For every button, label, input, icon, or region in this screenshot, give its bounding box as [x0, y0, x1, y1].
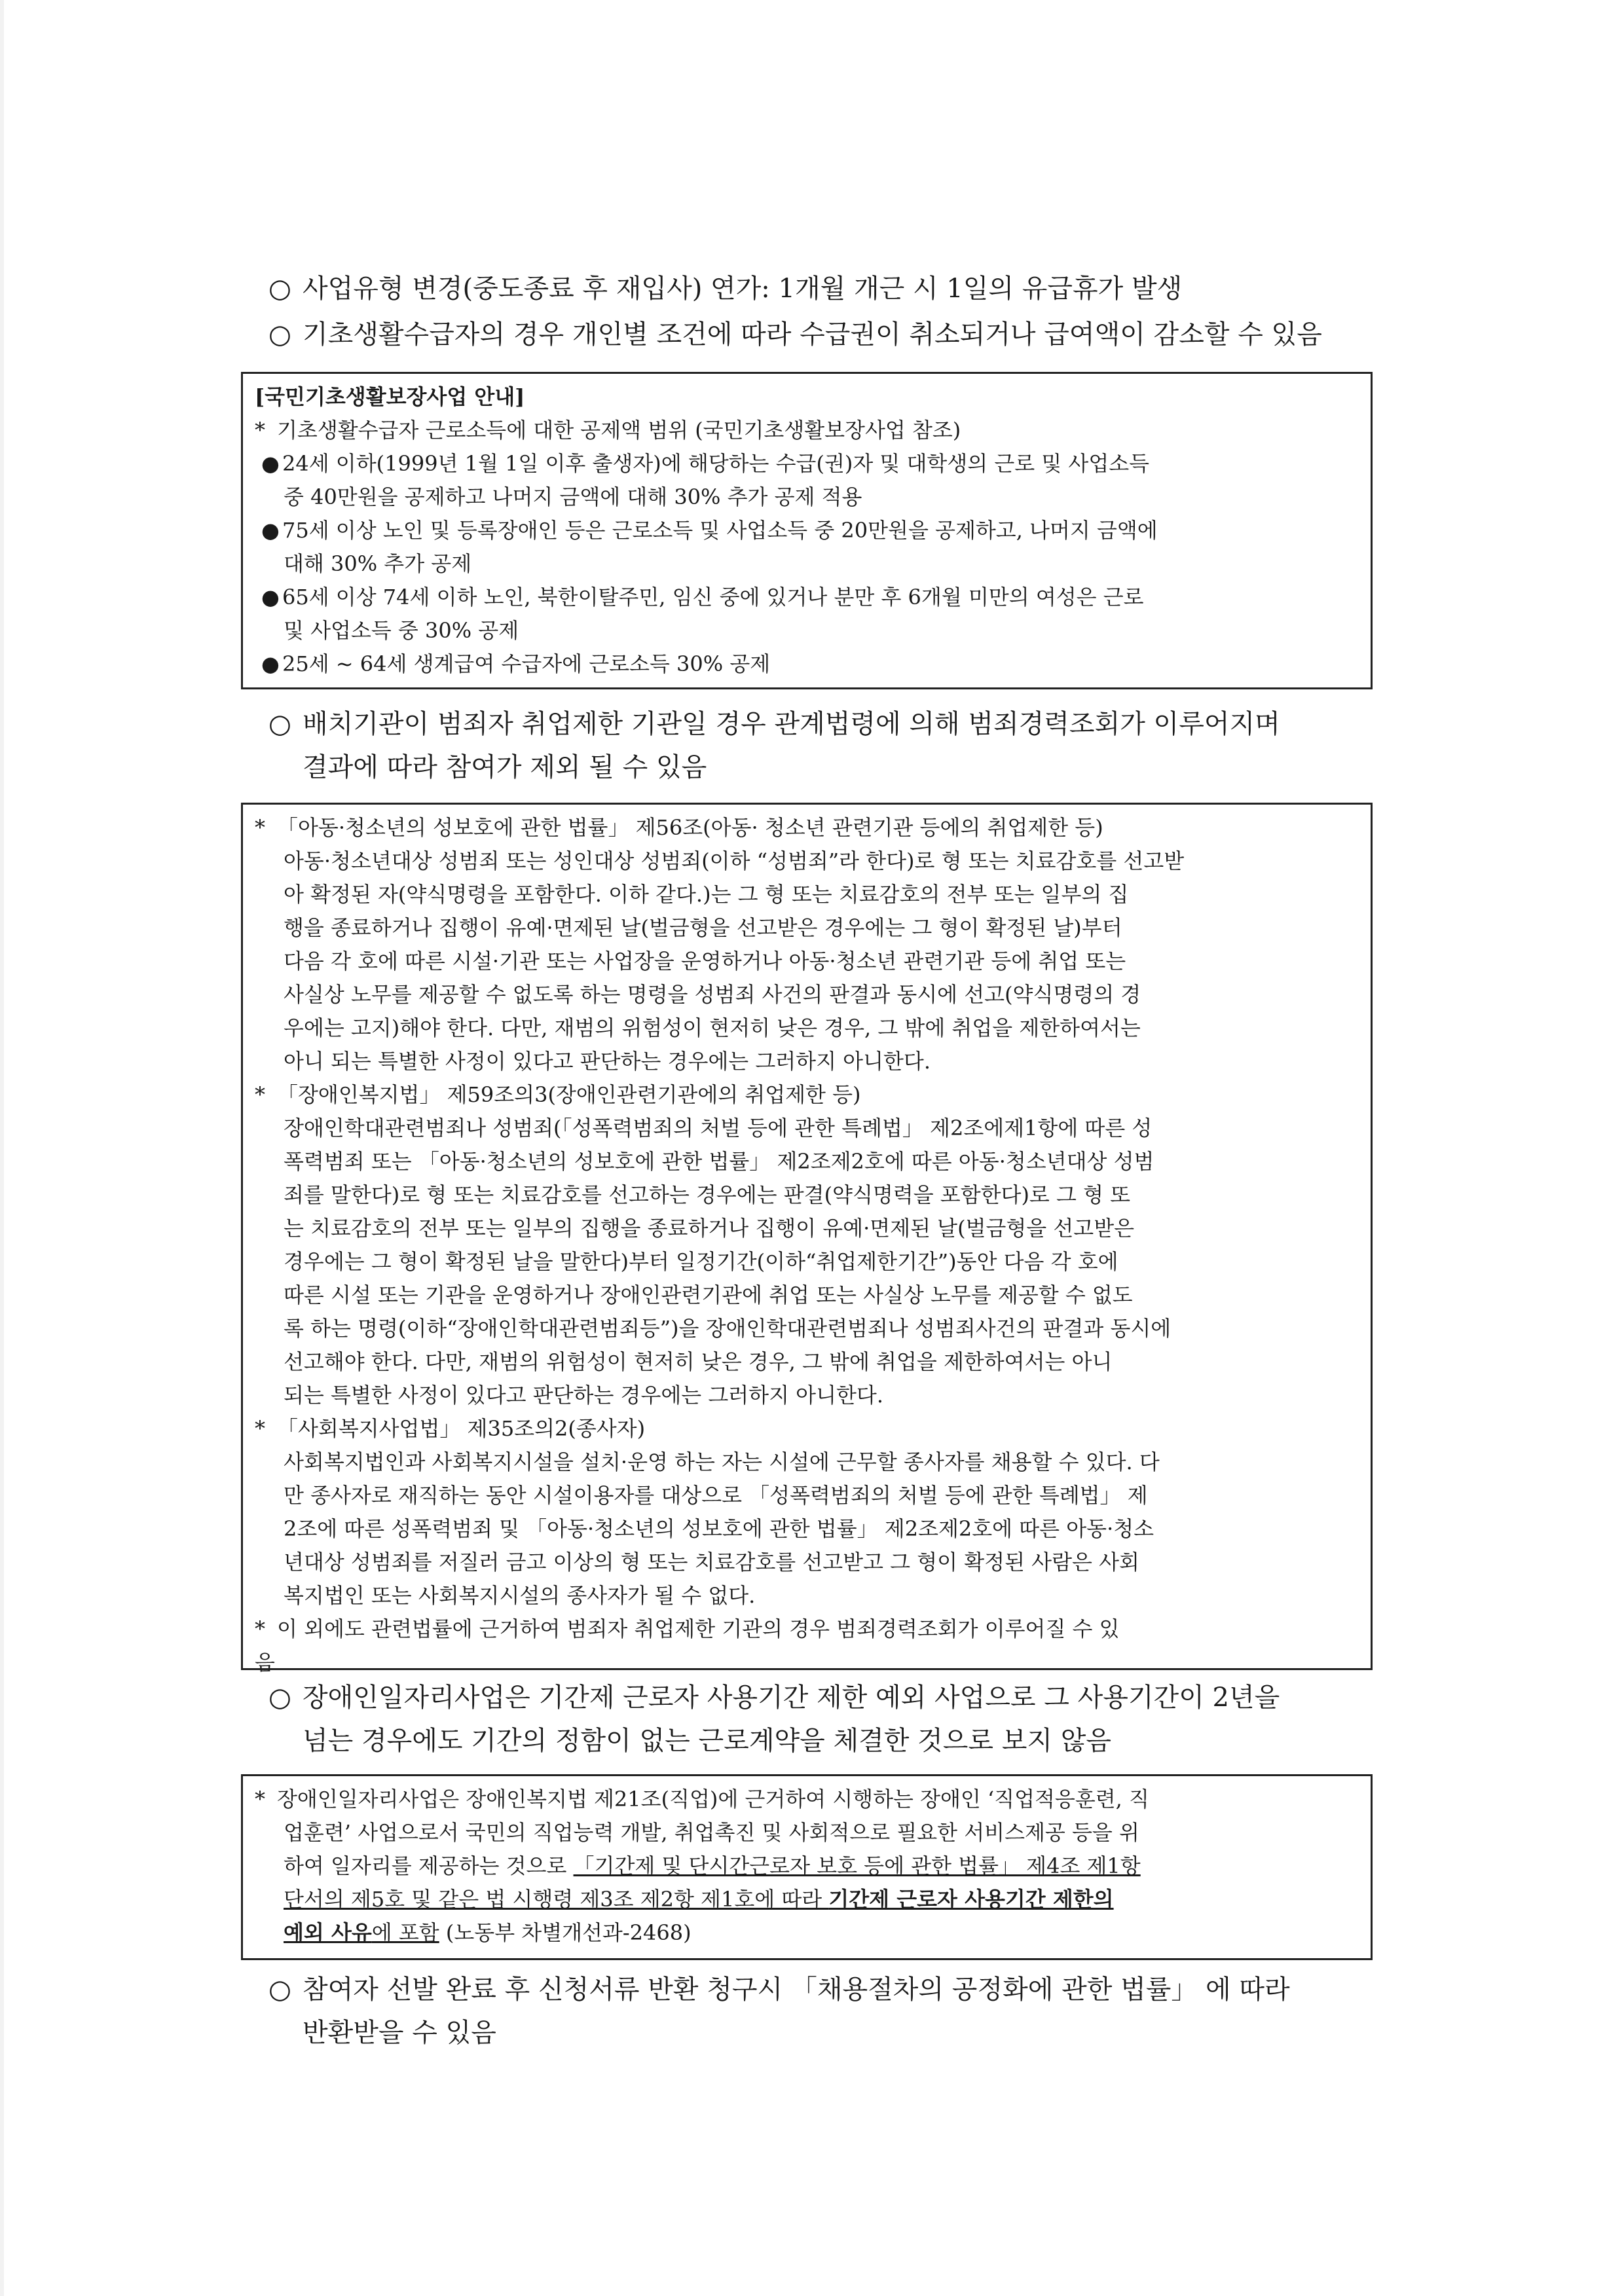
list-item: ● 65세 이상 74세 이하 노인, 북한이탈주민, 임신 중에 있거나 분만 후 6개월 미만의 여성은 근로: [255, 581, 1361, 614]
paragraph-line: ○ 배치기관이 범죄자 취업제한 기관일 경우 관계법령에 의해 범죄경력조회가 이루어지며: [268, 702, 1280, 746]
box-line: * 장애인일자리사업은 장애인복지법 제21조(직업)에 근거하여 시행하는 장애인 ‘직업적응훈련, 직: [255, 1783, 1361, 1816]
section-line: 다음 각 호에 따른 시설·기관 또는 사업장을 운영하거나 아동·청소년 관련기관 등에 취업 또는: [284, 949, 1126, 974]
list-item: ● 75세 이상 노인 및 등록장애인 등은 근로소득 및 사업소득 중 20만원을 공제하고, 나머지 금액에: [255, 514, 1361, 547]
circle-bullet-icon: ○: [268, 709, 291, 739]
asterisk-icon: *: [255, 418, 265, 443]
info-box-disability-job-program: [241, 1774, 1373, 1960]
list-item: ● 24세 이하(1999년 1월 1일 이후 출생자)에 해당하는 수급(권)자 및 대학생의 근로 및 사업소득: [255, 447, 1361, 481]
asterisk-icon: *: [255, 815, 265, 840]
section-heading: * 「아동·청소년의 성보호에 관한 법률」 제56조(아동· 청소년 관련기관 등에의 취업제한 등): [255, 811, 1361, 845]
paragraph-criminal-check: [268, 702, 1280, 789]
box-line: 예외 사유에 포함 (노동부 차별개선과-2468): [284, 1920, 692, 1945]
info-box-livelihood: [241, 372, 1373, 689]
section-line: 장애인학대관련범죄나 성범죄(「성폭력범죄의 처벌 등에 관한 특례법」 제2조에제1항에 따른 성: [284, 1116, 1153, 1140]
section-line: 사실상 노무를 제공할 수 없도록 하는 명령을 성범죄 사건의 판결과 동시에 선고(약식명령의 경: [284, 982, 1141, 1007]
section-line: 선고해야 한다. 다만, 재범의 위험성이 현저히 낮은 경우, 그 밖에 취업을 제한하여서는 아니: [284, 1349, 1113, 1374]
box-line: 업훈련’ 사업으로서 국민의 직업능력 개발, 취업촉진 및 사회적으로 필요한 서비스제공 등을 위: [284, 1820, 1139, 1845]
box-intro: * 기초생활수급자 근로소득에 대한 공제액 범위 (국민기초생활보장사업 참조): [255, 414, 1361, 447]
paragraph-document-return: [268, 1968, 1290, 2054]
asterisk-icon: *: [255, 1787, 265, 1812]
box-line: 단서의 제5호 및 같은 법 시행령 제3조 제2항 제1호에 따라 기간제 근로자 사용기간 제한의: [284, 1887, 1114, 1912]
underlined-law-reference: 「기간제 및 단시간근로자 보호 등에 관한 법률」 제4조 제1항: [573, 1853, 1141, 1878]
section-line: 록 하는 명령(이하“장애인학대관련범죄등”)을 장애인학대관련범죄나 성범죄사건의 판결과 동시에: [284, 1316, 1172, 1341]
bullet-dot-icon: ●: [261, 451, 280, 476]
bullet-dot-icon: ●: [261, 651, 280, 676]
section-line: 폭력범죄 또는 「아동·청소년의 성보호에 관한 법률」 제2조제2호에 따른 아동·청소년대상 성범: [284, 1149, 1154, 1174]
paragraph-fixed-term-exception: [268, 1676, 1280, 1762]
circle-bullet-icon: ○: [268, 1975, 291, 2005]
box-footer-continuation: 음: [255, 1650, 275, 1675]
paragraph-line: ○ 기초생활수급자의 경우 개인별 조건에 따라 수급권이 취소되거나 급여액이 감소할 수 있음: [268, 313, 1322, 356]
list-item-continuation: 대해 30% 추가 공제: [284, 551, 472, 576]
list-item-continuation: 중 40만원을 공제하고 나머지 금액에 대해 30% 추가 공제 적용: [284, 484, 862, 509]
paragraph-line: 결과에 따라 참여가 제외 될 수 있음: [303, 752, 707, 782]
section-line: 아 확정된 자(약식명령을 포함한다. 이하 같다.)는 그 형 또는 치료감호의 전부 또는 일부의 집: [284, 882, 1129, 907]
circle-bullet-icon: ○: [268, 274, 291, 304]
section-line: 우에는 고지)해야 한다. 다만, 재범의 위험성이 현저히 낮은 경우, 그 밖에 취업을 제한하여서는: [284, 1015, 1141, 1040]
asterisk-icon: *: [255, 1082, 265, 1107]
section-heading: * 「장애인복지법」 제59조의3(장애인관련기관에의 취업제한 등): [255, 1078, 1361, 1112]
section-line: 되는 특별한 사정이 있다고 판단하는 경우에는 그러하지 아니한다.: [284, 1383, 884, 1408]
paragraph-line: 반환받을 수 있음: [303, 2018, 496, 2048]
section-line: 경우에는 그 형이 확정된 날을 말한다)부터 일정기간(이하“취업제한기간”)동안 다음 각 호에: [284, 1249, 1118, 1274]
circle-bullet-icon: ○: [268, 1683, 291, 1713]
section-line: 아니 되는 특별한 사정이 있다고 판단하는 경우에는 그러하지 아니한다.: [284, 1049, 931, 1074]
section-line: 만 종사자로 재직하는 동안 시설이용자를 대상으로 「성폭력범죄의 처벌 등에 관한 특례법」 제: [284, 1483, 1148, 1508]
paragraph-vacation: [268, 267, 1182, 310]
section-line: 아동·청소년대상 성범죄 또는 성인대상 성범죄(이하 “성범죄”라 한다)로 형 또는 치료감호를 선고받: [284, 848, 1185, 873]
bullet-dot-icon: ●: [261, 585, 280, 610]
section-line: 년대상 성범죄를 저질러 금고 이상의 형 또는 치료감호를 선고받고 그 형이 확정된 사람은 사회: [284, 1550, 1139, 1575]
asterisk-icon: *: [255, 1416, 265, 1441]
asterisk-icon: *: [255, 1616, 265, 1641]
section-line: 2조에 따른 성폭력범죄 및 「아동·청소년의 성보호에 관한 법률」 제2조제2호에 따른 아동·청소: [284, 1516, 1154, 1541]
bold-exception-text: 기간제 근로자 사용기간 제한의: [828, 1887, 1114, 1912]
info-box-employment-restriction: [241, 803, 1373, 1675]
list-item: ● 25세 ~ 64세 생계급여 수급자에 근로소득 30% 공제: [255, 647, 1361, 681]
section-line: 복지법인 또는 사회복지시설의 종사자가 될 수 없다.: [284, 1583, 756, 1608]
section-line: 는 치료감호의 전부 또는 일부의 집행을 종료하거나 집행이 유예·면제된 날(벌금형을 선고받은: [284, 1216, 1135, 1241]
paragraph-line: ○ 장애인일자리사업은 기간제 근로자 사용기간 제한 예외 사업으로 그 사용기간이 2년을: [268, 1676, 1280, 1719]
paragraph-line: ○ 참여자 선발 완료 후 신청서류 반환 청구시 「채용절차의 공정화에 관한 법률」 에 따라: [268, 1968, 1290, 2011]
section-line: 따른 시설 또는 기관을 운영하거나 장애인관련기관에 취업 또는 사실상 노무를 제공할 수 없도: [284, 1283, 1133, 1307]
box-line: 하여 일자리를 제공하는 것으로 「기간제 및 단시간근로자 보호 등에 관한 법률」 제4조 제1항: [284, 1853, 1141, 1878]
section-heading: * 「사회복지사업법」 제35조의2(종사자): [255, 1412, 1361, 1446]
paragraph-basic-livelihood: [268, 313, 1322, 356]
paragraph-line: ○ 사업유형 변경(중도종료 후 재입사) 연가: 1개월 개근 시 1일의 유급휴가 발생: [268, 267, 1182, 310]
bullet-dot-icon: ●: [261, 518, 280, 543]
paragraph-line: 넘는 경우에도 기간의 정함이 없는 근로계약을 체결한 것으로 보지 않음: [303, 1726, 1111, 1756]
section-line: 행을 종료하거나 집행이 유예·면제된 날(벌금형을 선고받은 경우에는 그 형이 확정된 날)부터: [284, 915, 1122, 940]
circle-bullet-icon: ○: [268, 319, 291, 350]
box-title: [국민기초생활보장사업 안내]: [255, 384, 525, 409]
box-footer: * 이 외에도 관련법률에 근거하여 범죄자 취업제한 기관의 경우 범죄경력조회가 이루어질 수 있: [255, 1613, 1361, 1646]
list-item-continuation: 및 사업소득 중 30% 공제: [284, 618, 519, 643]
section-line: 죄를 말한다)로 형 또는 치료감호를 선고하는 경우에는 판결(약식명력을 포함한다)로 그 형 또: [284, 1182, 1131, 1207]
section-line: 사회복지법인과 사회복지시설을 설치·운영 하는 자는 시설에 근무할 종사자를 채용할 수 있다. 다: [284, 1449, 1160, 1474]
scan-edge-shadow: [0, 0, 4, 2296]
